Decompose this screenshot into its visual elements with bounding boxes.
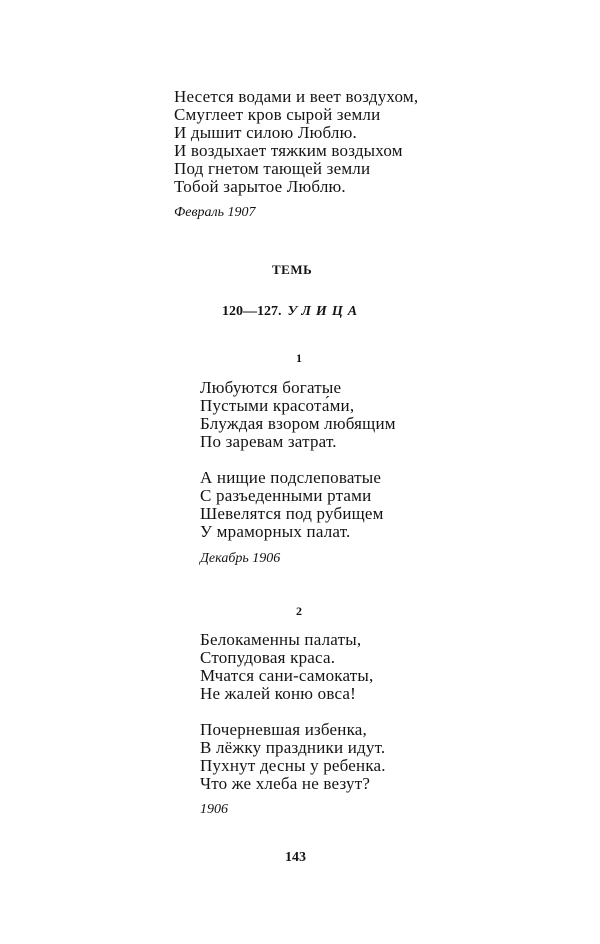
poem-line: Блуждая взором любящим: [200, 414, 396, 433]
poem-date: Февраль 1907: [174, 205, 256, 220]
poem-line: Пухнут десны у ребенка.: [200, 756, 386, 775]
poem-line: Под гнетом тающей земли: [174, 159, 371, 178]
poem-line: Не жалей коню овса!: [200, 684, 357, 703]
poem-date: Декабрь 1906: [200, 551, 281, 566]
poem-line: У мраморных палат.: [200, 522, 351, 541]
poem-line: А нищие подслеповатые: [200, 468, 382, 487]
cycle-heading: [222, 304, 362, 320]
poem-line: Тобой зарытое Люблю.: [174, 177, 346, 196]
poem-line: Смуглеет кров сырой земли: [174, 105, 381, 124]
poem-line: В лёжку праздники идут.: [200, 738, 386, 757]
poem-line: По заревам затрат.: [200, 432, 337, 451]
poem-line: И воздыхает тяжким воздыхом: [174, 141, 403, 160]
poem-line: Почерневшая избенка,: [200, 720, 367, 739]
poem-line: Шевелятся под рубищем: [200, 504, 384, 523]
poem-line: Любуются богатые: [200, 378, 342, 397]
poem-line: Мчатся сани-самокаты,: [200, 666, 374, 685]
cycle-title: УЛИЦА: [287, 304, 363, 319]
page-number: 143: [285, 850, 306, 865]
poem-number: 1: [296, 351, 302, 365]
poem-number: 2: [296, 604, 302, 618]
poem-line: Что же хлеба не везут?: [200, 774, 371, 793]
poem-line: Стопудовая краса.: [200, 648, 336, 667]
poem-date: 1906: [200, 802, 228, 817]
poem-line: С разъеденными ртами: [200, 486, 372, 505]
poem-line: Несется водами и веет воздухом,: [174, 87, 419, 106]
poem-line: Белокаменны палаты,: [200, 630, 362, 649]
poem-line: Пустыми красота́ми,: [200, 396, 355, 415]
poem-line: И дышит силою Люблю.: [174, 123, 357, 142]
cycle-number: 120—127.: [222, 304, 282, 319]
section-title: ТЕМЬ: [272, 262, 313, 277]
